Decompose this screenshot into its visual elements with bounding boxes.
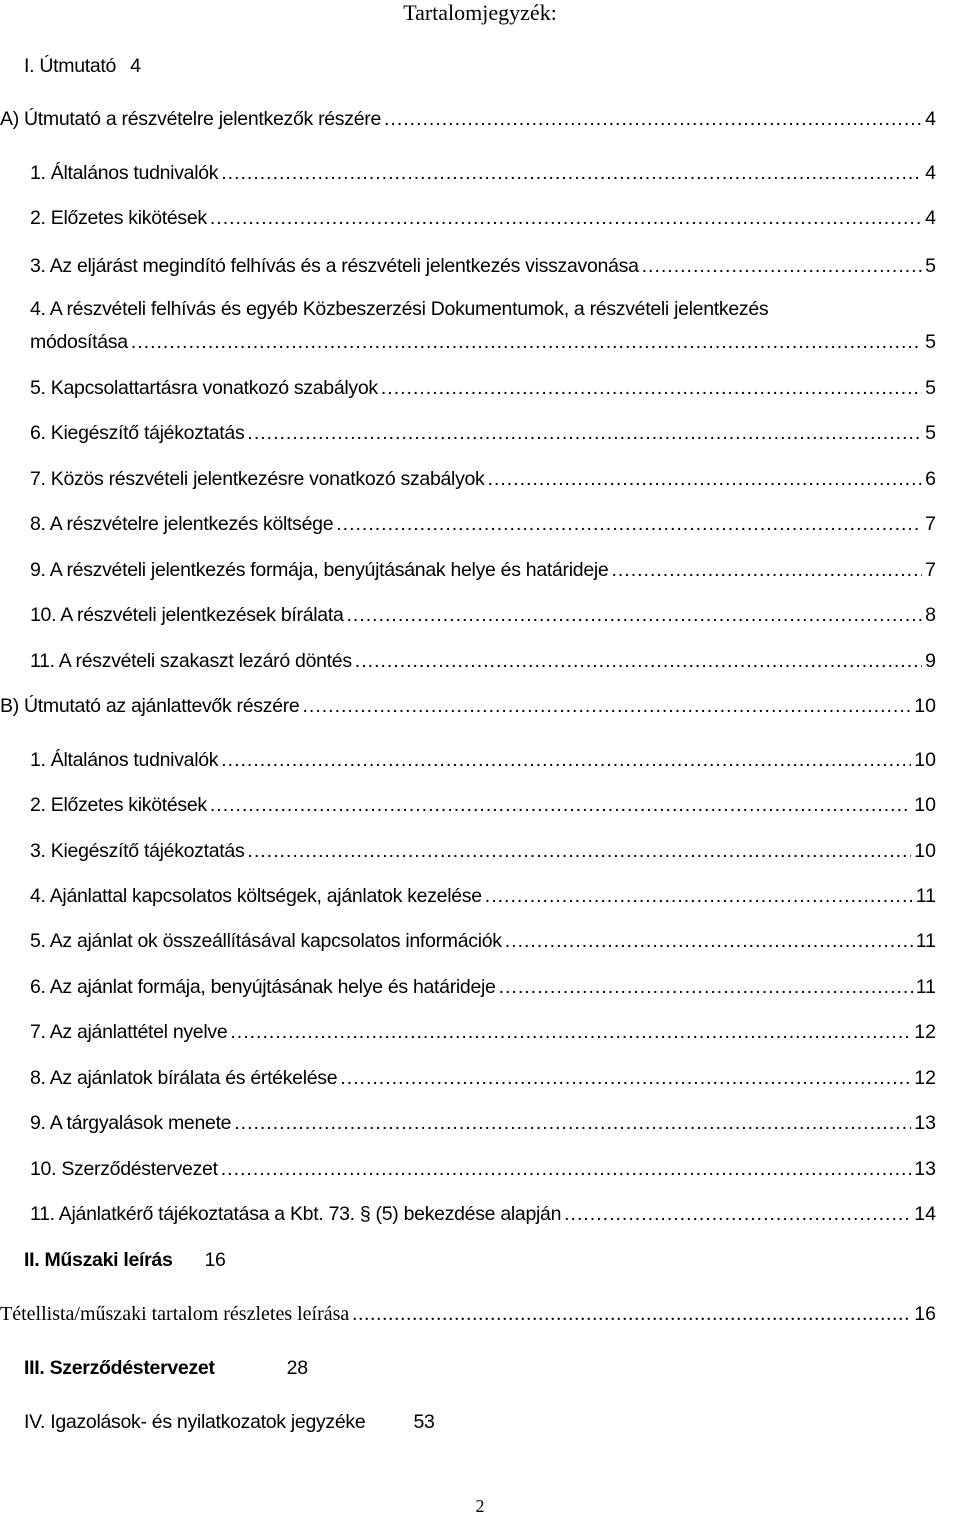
toc-label: Tétellista/műszaki tartalom részletes leírása (0, 1303, 350, 1325)
toc-entry-a6[interactable] (30, 421, 936, 445)
toc-label: 3. Kiegészítő tájékoztatás (30, 840, 245, 862)
toc-page-number: 12 (914, 1067, 936, 1089)
toc-heading-igazolasok[interactable] (24, 1410, 435, 1434)
toc-page-number: 11 (915, 930, 936, 952)
toc-entry-b10[interactable] (30, 1157, 936, 1181)
toc-heading-muszaki-leiras[interactable] (24, 1248, 226, 1272)
toc-page-number: 13 (914, 1158, 936, 1180)
toc-label: II. Műszaki leírás (24, 1249, 173, 1271)
toc-entry-b1[interactable] (30, 748, 936, 772)
toc-label: módosítása (30, 331, 128, 353)
toc-page-number: 11 (915, 885, 936, 907)
toc-label: B) Útmutató az ajánlattevők részére (0, 695, 300, 717)
toc-leader-dots (302, 694, 911, 718)
toc-label: 7. Közös részvételi jelentkezésre vonatkozó szabályok (30, 468, 485, 490)
toc-label: 7. Az ajánlattétel nyelve (30, 1021, 228, 1043)
toc-page-number: 13 (914, 1112, 936, 1134)
toc-page-number: 5 (925, 255, 936, 277)
toc-entry-b[interactable] (0, 694, 936, 718)
toc-page-number: 10 (914, 794, 936, 816)
toc-label: III. Szerződéstervezet (24, 1357, 215, 1379)
toc-page-number: 4 (925, 162, 936, 184)
toc-label: 10. A részvételi jelentkezések bírálata (30, 604, 344, 626)
toc-entry-a4-line1[interactable]: 4. A részvételi felhívás és egyéb Közbeszerzési Dokumentumok, a részvételi jelentkezés (30, 298, 769, 320)
toc-label: 1. Általános tudnivalók (30, 749, 219, 771)
toc-label: 11. Ajánlatkérő tájékoztatása a Kbt. 73. § (5) bekezdése alapján (30, 1203, 562, 1225)
toc-page-number: 14 (914, 1203, 936, 1225)
toc-leader-dots (340, 1066, 911, 1090)
toc-label: 5. Az ajánlat ok összeállításával kapcsolatos információk (30, 930, 502, 952)
toc-page-number: 28 (286, 1357, 308, 1379)
toc-label: A) Útmutató a részvételre jelentkezők részére (0, 108, 381, 130)
toc-entry-b7[interactable] (30, 1020, 936, 1044)
toc-leader-dots (230, 1020, 911, 1044)
toc-label: 6. Kiegészítő tájékoztatás (30, 422, 245, 444)
toc-page-number: 5 (925, 331, 936, 353)
toc-entry-b5[interactable] (30, 929, 936, 953)
toc-page-number: 12 (914, 1021, 936, 1043)
toc-page-number: 10 (914, 749, 936, 771)
toc-entry-a11[interactable] (30, 649, 936, 673)
toc-leader-dots (336, 512, 922, 536)
toc-leader-dots (247, 421, 922, 445)
toc-entry-b11[interactable] (30, 1202, 936, 1226)
toc-leader-dots (131, 330, 922, 354)
toc-page-number: 7 (925, 513, 936, 535)
toc-leader-dots (499, 975, 913, 999)
toc-page-number: 5 (925, 377, 936, 399)
toc-page-number: 53 (413, 1411, 435, 1433)
toc-leader-dots (611, 558, 922, 582)
toc-entry-a4[interactable] (30, 330, 936, 354)
toc-page-number: 11 (915, 976, 936, 998)
toc-page-number: 4 (925, 207, 936, 229)
toc-entry-a2[interactable] (30, 206, 936, 230)
toc-page-number: 4 (130, 55, 141, 77)
toc-entry-tetellista[interactable] (0, 1302, 936, 1326)
toc-leader-dots (221, 748, 911, 772)
toc-leader-dots (485, 884, 913, 908)
toc-leader-dots (247, 839, 911, 863)
toc-entry-a10[interactable] (30, 603, 936, 627)
toc-label: 9. A részvételi jelentkezés formája, benyújtásának helye és határideje (30, 559, 609, 581)
toc-label: I. Útmutató (24, 55, 117, 77)
toc-label: 8. Az ajánlatok bírálata és értékelése (30, 1067, 338, 1089)
toc-page-number: 16 (204, 1249, 226, 1271)
toc-page-number: 6 (925, 468, 936, 490)
toc-leader-dots (221, 161, 922, 185)
toc-label: 11. A részvételi szakaszt lezáró döntés (30, 650, 352, 672)
toc-entry-b4[interactable] (30, 884, 936, 908)
toc-entry-b2[interactable] (30, 793, 936, 817)
toc-page-number: 10 (914, 695, 936, 717)
toc-label: 3. Az eljárást megindító felhívás és a részvételi jelentkezés visszavonása (30, 255, 639, 277)
toc-entry-a7[interactable] (30, 467, 936, 491)
toc-label: 1. Általános tudnivalók (30, 162, 219, 184)
toc-entry-a5[interactable] (30, 376, 936, 400)
toc-entry-a3[interactable] (30, 254, 936, 278)
toc-entry-a1[interactable] (30, 161, 936, 185)
toc-label: 6. Az ajánlat formája, benyújtásának helye és határideje (30, 976, 496, 998)
toc-page-number: 16 (914, 1303, 936, 1325)
toc-leader-dots (221, 1157, 912, 1181)
toc-label: 10. Szerződéstervezet (30, 1158, 218, 1180)
toc-leader-dots (488, 467, 923, 491)
toc-heading-szerzodestervezet[interactable] (24, 1356, 308, 1380)
toc-entry-a9[interactable] (30, 558, 936, 582)
toc-leader-dots (355, 649, 922, 673)
toc-leader-dots (210, 206, 922, 230)
toc-label: IV. Igazolások- és nyilatkozatok jegyzéke (24, 1411, 366, 1433)
toc-page-number: 8 (925, 604, 936, 626)
toc-leader-dots (564, 1202, 911, 1226)
toc-label: 8. A részvételre jelentkezés költsége (30, 513, 334, 535)
toc-page-number: 7 (925, 559, 936, 581)
toc-label: 2. Előzetes kikötések (30, 794, 207, 816)
toc-leader-dots (347, 603, 923, 627)
toc-leader-dots (234, 1111, 911, 1135)
toc-page-number: 4 (925, 108, 936, 130)
toc-leader-dots (381, 376, 922, 400)
toc-entry-b9[interactable] (30, 1111, 936, 1135)
toc-entry-a8[interactable] (30, 512, 936, 536)
toc-entry-b6[interactable] (30, 975, 936, 999)
toc-label: 9. A tárgyalások menete (30, 1112, 232, 1134)
toc-label: 2. Előzetes kikötések (30, 207, 207, 229)
toc-leader-dots (384, 107, 922, 131)
toc-leader-dots (642, 254, 923, 278)
toc-label: 4. Ajánlattal kapcsolatos költségek, ajánlatok kezelése (30, 885, 482, 907)
toc-page-number: 9 (925, 650, 936, 672)
toc-leader-dots (210, 793, 911, 817)
toc-entry-a[interactable] (0, 107, 936, 131)
toc-label: 5. Kapcsolattartásra vonatkozó szabályok (30, 377, 378, 399)
page-number: 2 (475, 1496, 485, 1516)
toc-title: Tartalomjegyzék: (403, 0, 557, 25)
toc-page-number: 10 (914, 840, 936, 862)
toc-heading-utmutato[interactable] (24, 54, 141, 78)
toc-page-number: 5 (925, 422, 936, 444)
toc-entry-b8[interactable] (30, 1066, 936, 1090)
toc-leader-dots (505, 929, 913, 953)
toc-entry-b3[interactable] (30, 839, 936, 863)
toc-leader-dots (352, 1302, 911, 1326)
